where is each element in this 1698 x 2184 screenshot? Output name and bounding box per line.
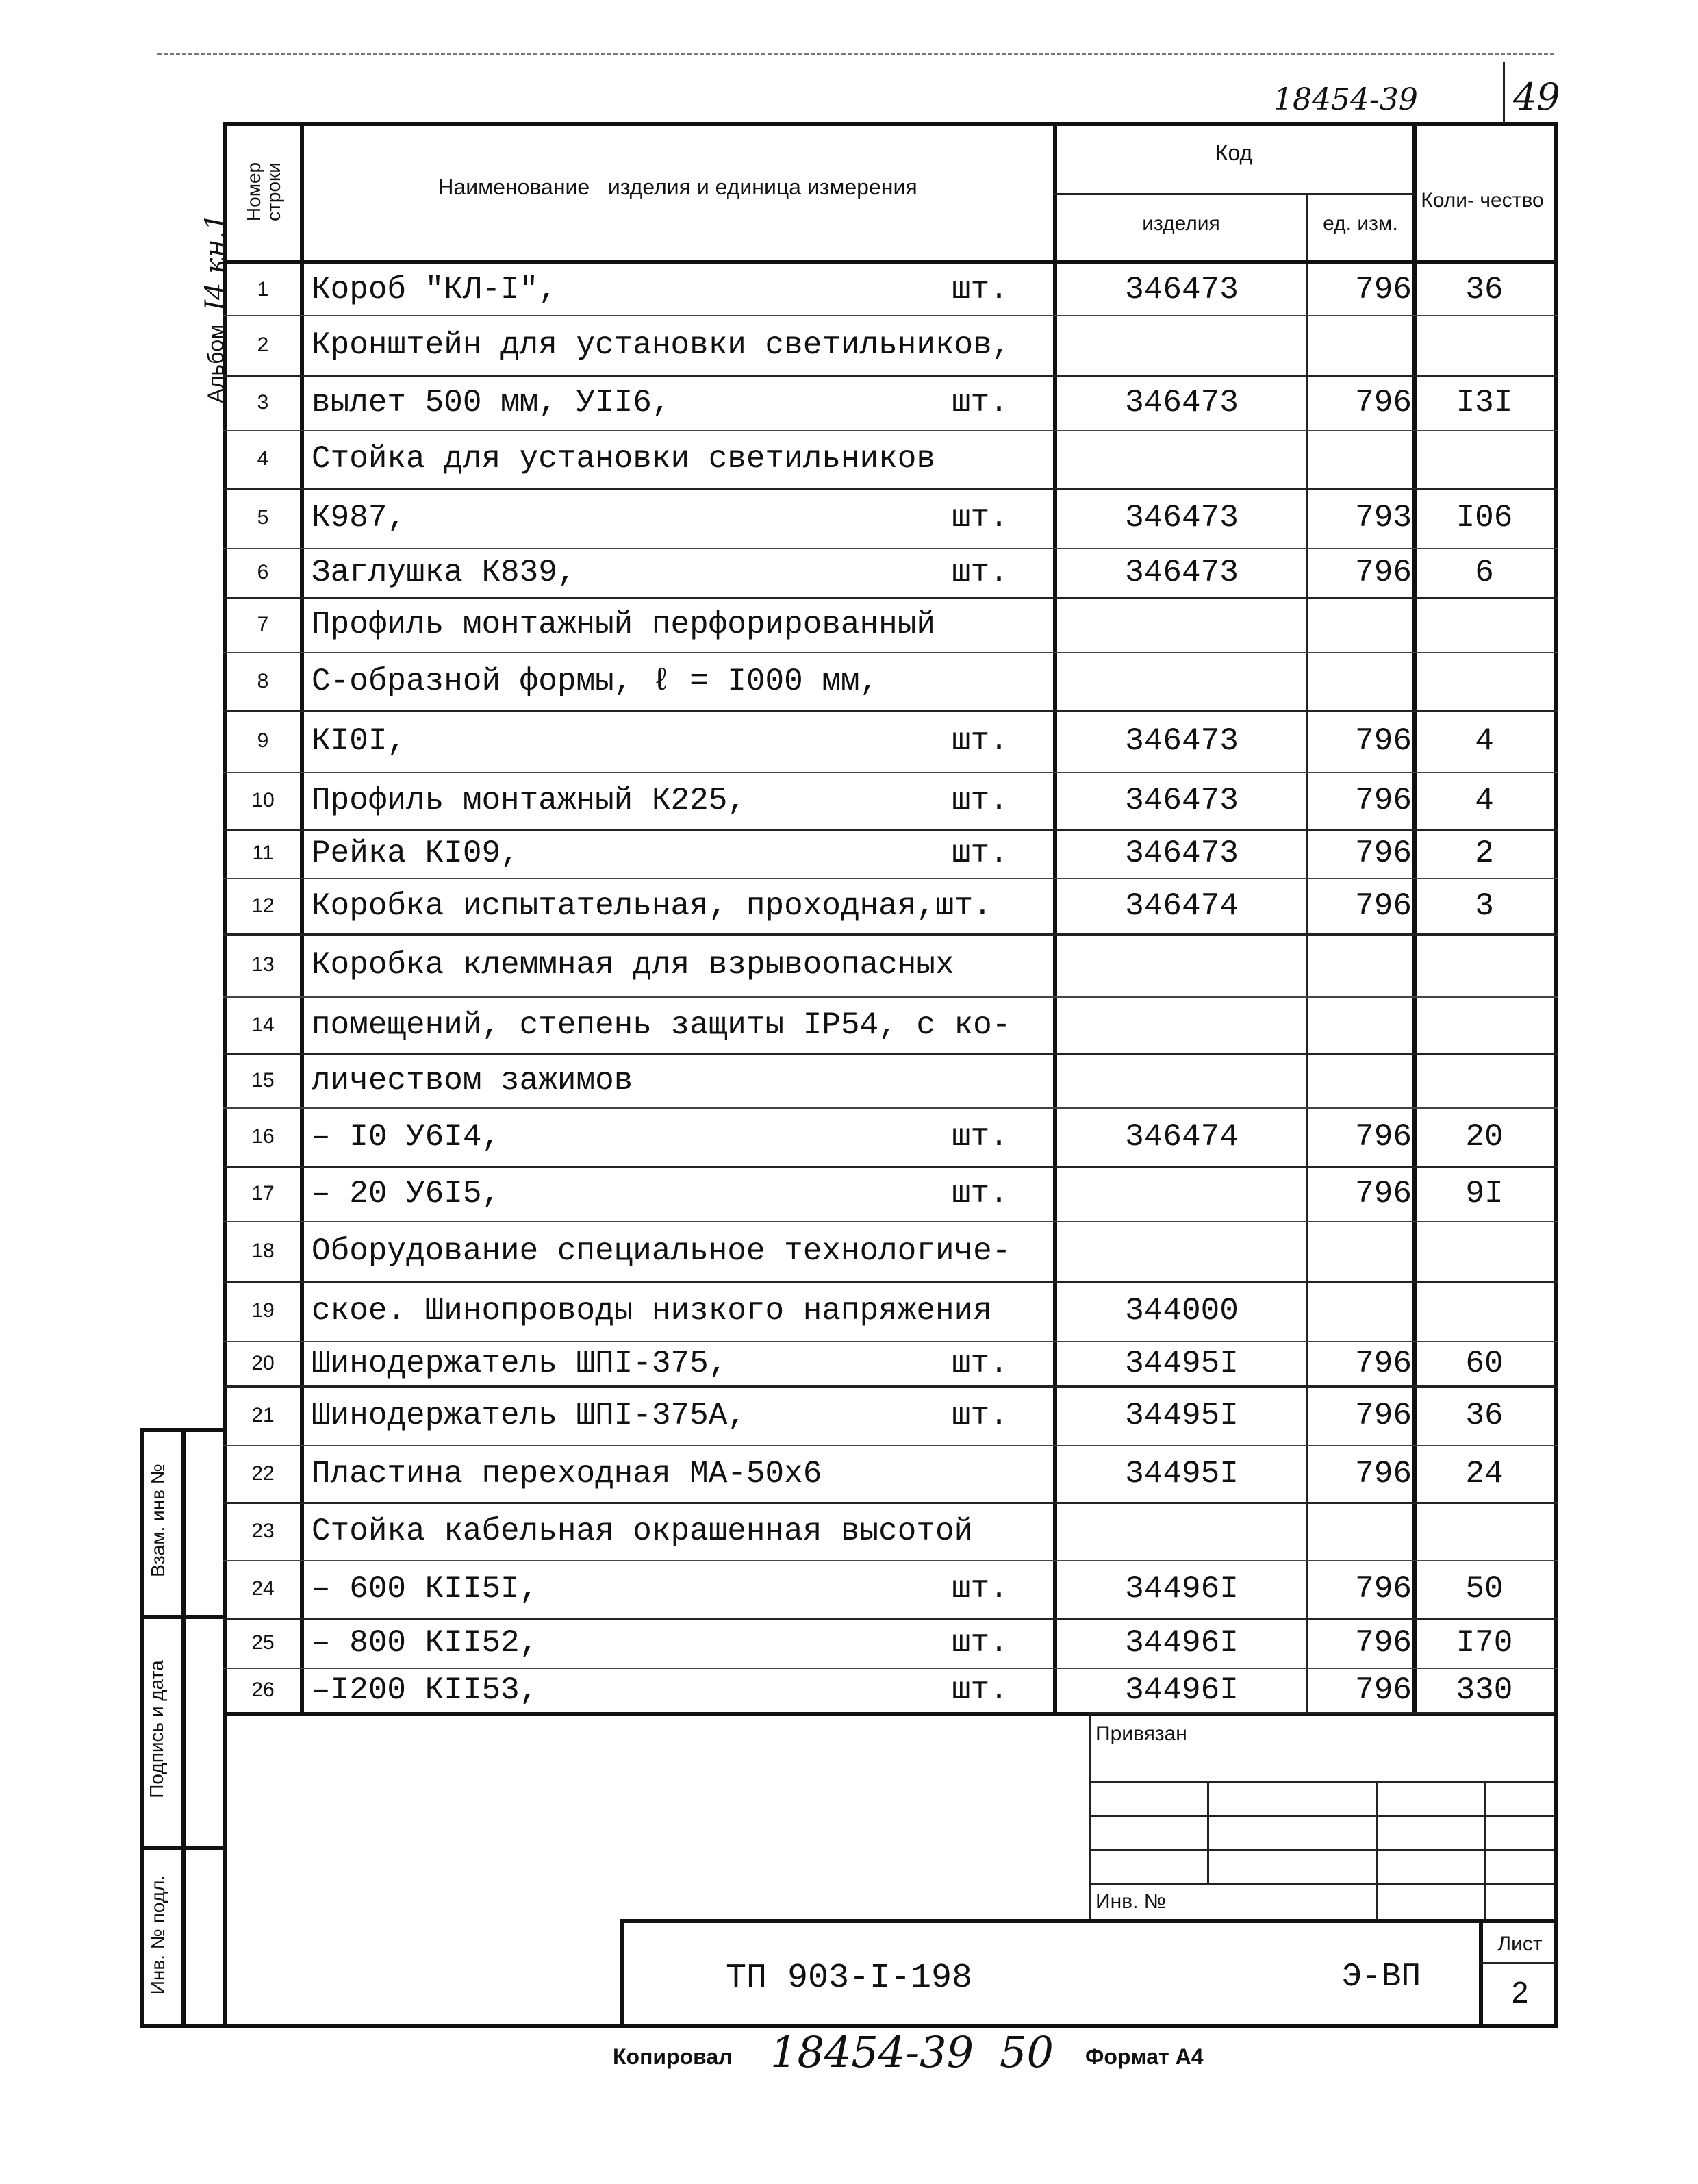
item-unit-code xyxy=(1309,1221,1420,1281)
item-unit xyxy=(952,1053,1048,1107)
item-code xyxy=(1058,1053,1306,1107)
row-number: 24 xyxy=(251,1577,275,1600)
item-name: личеством зажимов xyxy=(312,1062,633,1099)
item-unit xyxy=(952,1221,1048,1281)
header-name: Наименование изделия и единица измерения xyxy=(438,175,917,199)
copied-label: Копировал xyxy=(613,2044,733,2069)
header-qty: Коли- чество xyxy=(1421,189,1544,212)
item-name: С-образной формы, ℓ = I000 мм, xyxy=(312,663,879,699)
item-code xyxy=(1058,1221,1306,1281)
item-name: ское. Шинопроводы низкого напряжения xyxy=(312,1293,992,1329)
item-code xyxy=(1058,996,1306,1053)
row-number: 9 xyxy=(257,729,269,752)
item-unit xyxy=(952,1281,1048,1341)
album-value: I4 кн.1 xyxy=(200,213,231,311)
row-number: 25 xyxy=(251,1631,275,1654)
row-number: 11 xyxy=(252,842,274,864)
stamp-col-2 xyxy=(1376,1781,1378,1921)
item-unit-code: 796 xyxy=(1355,1672,1412,1708)
item-quantity: I3I xyxy=(1456,384,1513,421)
row-number: 2 xyxy=(257,333,269,356)
item-unit-code xyxy=(1309,1281,1420,1341)
item-unit: шт. xyxy=(952,1345,1009,1381)
item-unit xyxy=(952,1502,1048,1560)
item-code: 346473 xyxy=(1125,836,1239,871)
stamp-col-1 xyxy=(1207,1781,1209,1883)
item-code xyxy=(1058,652,1306,710)
item-name: – 600 КII5I, xyxy=(312,1571,539,1607)
item-unit xyxy=(952,430,1048,488)
item-unit xyxy=(952,1445,1048,1502)
page-number: 50 xyxy=(1000,2027,1054,2077)
stamp-privyazan: Привязан xyxy=(1095,1722,1187,1745)
row-number: 16 xyxy=(251,1125,275,1148)
item-unit xyxy=(952,933,1048,996)
col-name-right xyxy=(1053,122,1057,1714)
item-code: 344000 xyxy=(1125,1293,1239,1329)
item-code: 346473 xyxy=(1125,500,1239,536)
item-code: 346473 xyxy=(1125,271,1239,307)
item-code: 34495I xyxy=(1125,1455,1239,1492)
item-quantity xyxy=(1416,597,1553,652)
item-quantity: I06 xyxy=(1456,500,1513,536)
item-quantity: 3 xyxy=(1475,888,1494,924)
item-name: Профиль монтажный перфорированный xyxy=(312,607,935,642)
item-unit: шт. xyxy=(952,271,1009,307)
item-unit-code: 796 xyxy=(1355,1397,1412,1433)
item-code xyxy=(1058,933,1306,996)
item-unit-code: 793 xyxy=(1355,500,1412,536)
item-code: 346473 xyxy=(1125,723,1239,759)
row-number: 18 xyxy=(251,1239,275,1262)
item-unit: шт. xyxy=(952,1624,1009,1661)
item-name: Шинодержатель ШПI-375А, xyxy=(312,1397,746,1433)
side-top xyxy=(140,1428,226,1432)
item-unit-code xyxy=(1309,933,1420,996)
item-unit-code: 796 xyxy=(1355,384,1412,421)
item-code: 346473 xyxy=(1125,384,1239,421)
row-number: 5 xyxy=(257,506,269,529)
item-name: Шинодержатель ШПI-375, xyxy=(312,1345,728,1381)
row-number: 14 xyxy=(251,1013,275,1036)
item-name: Профиль монтажный К225, xyxy=(312,782,746,818)
item-unit: шт. xyxy=(952,1571,1009,1607)
stamp-inv-no: Инв. № xyxy=(1095,1890,1166,1913)
item-unit: шт. xyxy=(952,782,1009,818)
item-code: 34496I xyxy=(1125,1672,1239,1708)
row-number: 4 xyxy=(257,447,269,470)
row-number: 26 xyxy=(251,1678,275,1701)
item-name: Стойка кабельная окрашенная высотой xyxy=(312,1513,974,1549)
col-rownum-right xyxy=(300,122,304,1714)
item-unit-code: 796 xyxy=(1355,1455,1412,1492)
row-number: 8 xyxy=(257,669,269,692)
item-quantity xyxy=(1416,996,1553,1053)
item-name: –I200 КII53, xyxy=(312,1672,539,1708)
row-number: 7 xyxy=(257,613,269,636)
album-label-text: Альбом xyxy=(203,324,228,403)
header-code-unit: ед. изм. xyxy=(1323,212,1398,235)
item-code xyxy=(1058,430,1306,488)
header-code: Код xyxy=(1215,140,1253,165)
item-quantity xyxy=(1416,315,1553,375)
item-unit: шт. xyxy=(952,384,1009,421)
item-unit-code: 796 xyxy=(1355,1624,1412,1661)
item-code xyxy=(1058,315,1306,375)
side-div-1 xyxy=(140,1615,226,1619)
item-name: – I0 У6I4, xyxy=(312,1118,501,1155)
row-number: 6 xyxy=(257,561,269,583)
item-quantity: 4 xyxy=(1475,782,1494,818)
item-unit: шт. xyxy=(952,836,1009,871)
row-number: 1 xyxy=(257,277,269,301)
doc-code: ТП 903-I-198 xyxy=(726,1959,973,1998)
item-unit-code xyxy=(1309,996,1420,1053)
item-unit-code: 796 xyxy=(1355,1571,1412,1607)
item-unit: шт. xyxy=(952,500,1009,536)
item-name: Оборудование специальное технологиче- xyxy=(312,1233,1011,1269)
side-inv-podl: Инв. № подл. xyxy=(147,1874,168,1995)
item-quantity: 50 xyxy=(1465,1571,1504,1607)
title-block-top xyxy=(620,1919,1558,1923)
item-code: 346473 xyxy=(1125,555,1239,590)
sheet-number-divider xyxy=(1503,62,1505,123)
item-code: 346473 xyxy=(1125,782,1239,818)
item-unit-code xyxy=(1309,652,1420,710)
item-unit xyxy=(952,878,1048,933)
item-quantity: 36 xyxy=(1465,271,1504,307)
side-mid xyxy=(181,1428,186,2026)
item-code: 34495I xyxy=(1125,1345,1239,1381)
item-name: Коробка клеммная для взрывоопасных xyxy=(312,947,954,983)
item-unit-code: 796 xyxy=(1355,836,1412,871)
list-value: 2 xyxy=(1511,1976,1529,2009)
row-number: 20 xyxy=(251,1351,275,1375)
item-code xyxy=(1058,597,1306,652)
item-quantity: 24 xyxy=(1465,1455,1504,1492)
row-number: 19 xyxy=(251,1299,275,1322)
col-code-mid xyxy=(1306,195,1308,1714)
item-name: Коробка испытательная, проходная,шт. xyxy=(312,888,992,924)
item-quantity: 60 xyxy=(1465,1345,1504,1381)
item-unit-code xyxy=(1309,315,1420,375)
item-unit: шт. xyxy=(952,1118,1009,1155)
side-left xyxy=(140,1428,144,2026)
item-name: помещений, степень защиты IP54, с ко- xyxy=(312,1007,1011,1043)
item-code: 346474 xyxy=(1125,888,1239,924)
row-number: 17 xyxy=(251,1181,275,1205)
header-code-split xyxy=(1053,193,1415,195)
item-name: Заглушка К839, xyxy=(312,555,576,590)
format-label: Формат А4 xyxy=(1085,2044,1204,2069)
row-number: 15 xyxy=(251,1068,275,1092)
item-unit: шт. xyxy=(952,1175,1009,1212)
item-unit-code: 796 xyxy=(1355,1175,1412,1212)
item-name: – 20 У6I5, xyxy=(312,1175,501,1212)
row-number: 3 xyxy=(257,390,269,414)
side-vzam: Взам. инв № xyxy=(147,1464,168,1577)
item-unit xyxy=(952,315,1048,375)
item-name: К987, xyxy=(312,500,407,536)
frame-right xyxy=(1554,122,1558,2026)
item-unit-code xyxy=(1309,597,1420,652)
row-number: 10 xyxy=(251,788,275,812)
item-quantity xyxy=(1416,430,1553,488)
stamp-col-3 xyxy=(1484,1781,1486,1921)
item-unit-code xyxy=(1309,430,1420,488)
header-top xyxy=(223,122,1558,126)
item-unit-code: 796 xyxy=(1355,555,1412,590)
item-unit: шт. xyxy=(952,1397,1009,1433)
row-number: 21 xyxy=(251,1403,275,1427)
item-unit: шт. xyxy=(952,555,1009,590)
copied-value: 18454-39 xyxy=(770,2027,974,2077)
item-quantity: 36 xyxy=(1465,1397,1504,1433)
item-name: Пластина переходная МА-50х6 xyxy=(312,1455,822,1492)
side-podpis: Подпись и дата xyxy=(146,1660,167,1798)
item-quantity: 330 xyxy=(1456,1672,1513,1708)
header-row-num-text: Номер строки xyxy=(242,162,284,222)
item-name: Короб "КЛ-I", xyxy=(312,271,557,307)
row-number: 13 xyxy=(251,953,275,976)
item-unit-code xyxy=(1309,1502,1420,1560)
row-number: 12 xyxy=(251,894,275,917)
item-unit: шт. xyxy=(952,723,1009,759)
item-code: 34495I xyxy=(1125,1397,1239,1433)
item-unit xyxy=(952,652,1048,710)
item-quantity: 20 xyxy=(1465,1118,1504,1155)
copy-number: 18454-39 xyxy=(1274,82,1418,117)
item-code: 34496I xyxy=(1125,1624,1239,1661)
doc-mark: Э-ВП xyxy=(1342,1959,1421,1996)
item-name: Рейка КI09, xyxy=(312,836,520,871)
title-block-left xyxy=(620,1919,624,2026)
item-code xyxy=(1058,1166,1306,1221)
item-unit xyxy=(952,597,1048,652)
title-block-list-split xyxy=(1479,1962,1556,1964)
item-unit-code: 796 xyxy=(1355,1118,1412,1155)
item-name: Стойка для установки светильников xyxy=(312,441,935,477)
top-rule xyxy=(157,53,1554,55)
item-quantity: 4 xyxy=(1475,723,1494,759)
item-name: КI0I, xyxy=(312,723,407,759)
item-quantity: 6 xyxy=(1475,555,1494,590)
item-unit-code: 796 xyxy=(1355,271,1412,307)
item-code: 34496I xyxy=(1125,1571,1239,1607)
row-number: 22 xyxy=(251,1461,275,1485)
item-quantity: 2 xyxy=(1475,836,1494,871)
header-code-item: изделия xyxy=(1142,212,1220,235)
sheet-number: 49 xyxy=(1513,75,1560,118)
item-quantity xyxy=(1416,652,1553,710)
item-code: 346474 xyxy=(1125,1118,1239,1155)
item-unit-code: 796 xyxy=(1355,888,1412,924)
stamp-privyazan-top xyxy=(1089,1712,1554,1714)
item-quantity: I70 xyxy=(1456,1624,1513,1661)
item-unit xyxy=(952,996,1048,1053)
item-quantity xyxy=(1416,1221,1553,1281)
item-quantity xyxy=(1416,1281,1553,1341)
item-unit-code: 796 xyxy=(1355,723,1412,759)
row-number: 23 xyxy=(251,1519,275,1542)
item-unit: шт. xyxy=(952,1672,1009,1708)
item-unit-code: 796 xyxy=(1355,1345,1412,1381)
item-quantity: 9I xyxy=(1465,1175,1504,1212)
list-label: Лист xyxy=(1497,1933,1543,1955)
item-quantity xyxy=(1416,1053,1553,1107)
item-quantity xyxy=(1416,1502,1553,1560)
header-row-num xyxy=(226,154,301,229)
item-name: вылет 500 мм, УII6, xyxy=(312,384,671,421)
item-quantity xyxy=(1416,933,1553,996)
item-code xyxy=(1058,1502,1306,1560)
item-unit-code xyxy=(1309,1053,1420,1107)
item-name: Кронштейн для установки светильников, xyxy=(312,327,1011,363)
item-unit-code: 796 xyxy=(1355,782,1412,818)
title-block-list-left xyxy=(1479,1919,1483,2026)
item-name: – 800 КII52, xyxy=(312,1624,539,1661)
